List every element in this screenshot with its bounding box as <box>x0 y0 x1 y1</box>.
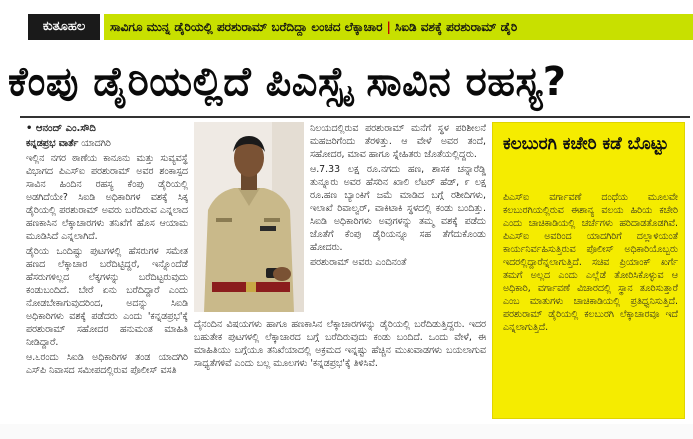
headline-rule <box>20 116 690 118</box>
officer-photo-graphic <box>194 122 304 312</box>
kicker-tag: ಕುತೂಹಲ <box>28 14 100 40</box>
dateline: ಕನ್ನಡಪ್ರಭ ವಾರ್ತೆ <box>26 138 79 149</box>
page-bottom-edge <box>0 424 693 439</box>
article-paragraph: ಆ.7.33 ಲಕ್ಷ ರೂ.ನಗದು ಹಣ, ಶಾಸಕ ಚನ್ನಾರೆಡ್ಡಿ ತುನ್ನೂರು ಅವರ ಹೆಸರಿನ ಖಾಲಿ ಲೆಟರ್ ಹೆಡ್, ೯ ಲಕ್ಷ ರೂ.ಹಣ ಬ್ಯಾಂಕಿಗೆ ಜಮೆ ಮಾಡಿದ ಬಗ್ಗೆ ರಶೀದಿಗಳು, ಇಲಾಖೆ ರಿವಾಲ್ವರ್, ವಾಕಿಟಾಕಿ ಸ್ಥಳದಲ್ಲಿ ಕಂಡು ಬಂದಿತ್ತು. ಸಿಐಡಿ ಅಧಿಕಾರಿಗಳು ಅವುಗಳನ್ನು ತಮ್ಮ ವಶಕ್ಕೆ ಪಡೆದು ಜೊತೆಗೆ ಕೆಂಪು ಡೈರಿಯನ್ನೂ ಸಹ ತೆಗೆದುಕೊಂಡು ಹೋದರು. <box>310 164 486 253</box>
article-paragraph: ನಿಲಯದಲ್ಲಿರುವ ಪರಶುರಾಮ್ ಮನೆಗೆ ಸ್ಥಳ ಪರಿಶೀಲನೆ ಮಹಜರಿಗೆಂದು ತೆರಳಿತ್ತು. ಆ ವೇಳೆ ಅವರ ತಂದೆ, ಸಹೋದರ, ಮಾವ ಹಾಗೂ ಸ್ನೇಹಿತರು ಜೊತೆಯಲ್ಲಿದ್ದರು. <box>310 123 486 160</box>
article-column-2-bottom <box>194 318 486 422</box>
article-paragraph: ಆ.೬ರಂದು ಸಿಐಡಿ ಅಧಿಕಾರಿಗಳ ತಂಡ ಯಾದಗಿರಿ ಎಸ್‌ಪಿ ನಿವಾಸದ ಸಮೀಪದಲ್ಲಿರುವ ಪೊಲೀಸ್ ವಸತಿ <box>26 352 188 376</box>
dateline-place: ಯಾದಗಿರಿ <box>81 138 111 149</box>
article-paragraph: ಡೈರಿಯ ಒಂದಿಷ್ಟು ಪುಟಗಳಲ್ಲಿ ಹೆಸರುಗಳ ಸಮೇತ ಹಣದ ಲೆಕ್ಕಾಚಾರ ಬರೆದಿಟ್ಟಿದ್ದರೆ, ಇನ್ನೊಂದೆಡೆ ಹೆಸರುಗಳಿಲ್ಲದ ಲೆಕ್ಕಗಳನ್ನು ಬರೆದಿಟ್ಟರುವುದು ಕಂಡುಬಂದಿದೆ. ಬೇರೆ ಏನು ಬರೆದಿದ್ದಾರೆ ಎಂದು ನೋಡಬೇಕಾಗುವುದರಿಂದ, ಅದನ್ನು ಸಿಐಡಿ ಅಧಿಕಾರಿಗಳು ವಶಕ್ಕೆ ಪಡೆದರು ಎಂದು 'ಕನ್ನಡಪ್ರಭ'ಕ್ಕೆ ಪರಶುರಾಮ್ ಸಹೋದರ ಹನುಮಂತ ಮಾಹಿತಿ ನೀಡಿದ್ದಾರೆ. <box>26 246 188 348</box>
sidebar-title: ಕಲಬುರಗಿ ಕಚೇರಿ ಕಡೆ ಬೊಟ್ಟು <box>503 134 669 154</box>
kicker-text-1: ಸಾವಿಗೂ ಮುನ್ನ ಡೈರಿಯಲ್ಲಿ ಪರಶುರಾಮ್ ಬರೆದಿದ್ದಾ ಲಂಚದ ಲೆಕ್ಕಾಚಾರ <box>110 20 383 34</box>
headline: ಕೆಂಪು ಡೈರಿಯಲ್ಲಿದೆ ಪಿಎಸ್ಸೈ ಸಾವಿನ ರಹಸ್ಯ? <box>8 59 567 105</box>
kicker-band <box>104 14 693 40</box>
officer-photo <box>194 122 304 312</box>
kicker-bar <box>0 0 693 50</box>
sidebar-box <box>492 122 685 419</box>
dateline-para <box>26 137 188 150</box>
article-paragraph: ಪರಶುರಾಮ್ ಅವರು ಎಂದಿನಂತೆ <box>310 257 407 268</box>
byline: • ಆನಂದ್ ಎಂ.ಸೌದಿ <box>26 123 96 134</box>
article-column-2-top <box>310 122 486 292</box>
sidebar-body: ಪಿಎಸ್ಐ ವರ್ಗಾವಣೆ ದಂಧೆಯ ಮೂಲವೇ ಕಲಬುರಗಿಯಲ್ಲಿರುವ ಈಶಾನ್ಯ ವಲಯ ಹಿರಿಯ ಕಚೇರಿ ಎಂದು ಚಾಚಿಕಾಡಿಯಲ್ಲಿ ಚರ್ಚೆಗಳು ಹರಿದಾಡತೊಡಗಿವೆ. ಪಿಎಸ್ಐ ಅವರಿಂದ ಯಾದಗಿರಿಗೆ ದಲ್ಲಾಳಿಯಂತೆ ಕಾರ್ಯನಿರ್ವಹಿಸುತ್ತಿರುವ ಪೊಲೀಸ್ ಅಧಿಕಾರಿಯೊಬ್ಬರು ಇದರಲ್ಲಿದ್ದಾರೆನ್ನಲಾಗುತ್ತಿದೆ. ಸಚಿವ ಪ್ರಿಯಾಂಕ್ ಖರ್ಗೆ ತಮಗೆ ಅಲ್ಲದ ಎಂದು ಎಲ್ಲೆಡೆ ತೋರಿಸಿಕೊಳ್ಳುವ ಆ ಅಧಿಕಾರಿ, ವರ್ಗಾವಣೆ ವಿಚಾರದಲ್ಲಿ ಸ್ಥಾನ ತೂರಿಸುತ್ತಾರೆ ಎಂಬ ಮಾತುಗಳು ಚಾಚಿಕಾಡಿಯಲ್ಲಿ ಪ್ರತಿಧ್ವನಿಸುತ್ತಿದೆ. ಪರಶುರಾಮ್ ಡೈರಿಯಲ್ಲಿ ಕಲಬುರಗಿ ಲೆಕ್ಕಾಚಾರವೂ ಇದೆ ಎನ್ನಲಾಗುತ್ತಿದೆ. <box>503 192 678 333</box>
article-paragraph: ಇಲ್ಲಿನ ನಗರ ಠಾಣೆಯ ಕಾನೂನು ಮತ್ತು ಸುವ್ಯವಸ್ಥೆ ವಿಭಾಗದ ಪಿಎಸ್ಐ ಪರಶುರಾಮ್ ಅವರ ಶಂಕಾಸ್ಪದ ಸಾವಿನ ಹಿಂದಿನ ರಹಸ್ಯ ಕೆಂಪು ಡೈರಿಯಲ್ಲಿ ಅಡಗಿದೆಯೇ? ಸಿಐಡಿ ಅಧಿಕಾರಿಗಳ ವಶಕ್ಕೆ ಸಿಕ್ಕ ಡೈರಿಯಲ್ಲಿ ಪರಶುರಾಮ್ ಅವರು ಬರೆದಿರುವ ಎನ್ನಲಾದ ಹಣಕಾಸಿನ ಲೆಕ್ಕಾಚಾರಗಳು ತನಿಖೆಗೆ ಹೊಸ ಆಯಾಮ ಮೂಡಿಸಿದೆ ಎನ್ನಲಾಗಿದೆ. <box>26 153 188 242</box>
kicker-separator: | <box>386 20 391 34</box>
kicker-text-2: ಸಿಐಡಿ ವಶಕ್ಕೆ ಪರಶುರಾಮ್ ಡೈರಿ <box>394 20 518 34</box>
article-column-1 <box>26 122 188 420</box>
article-paragraph: ದೈನಂದಿನ ವಿಷಯಗಳು ಹಾಗೂ ಹಣಕಾಸಿನ ಲೆಕ್ಕಾಚಾರಗಳನ್ನು ಡೈರಿಯಲ್ಲಿ ಬರೆದಿಡುತ್ತಿದ್ದರು. ಇದರ ಬಹುತೇಕ ಪುಟಗಳಲ್ಲಿ ಲೆಕ್ಕಾಚಾರದ ಬಗ್ಗೆ ಬರೆದಿರುವುದು ಕಂಡು ಬಂದಿದೆ. ಒಂದು ವೇಳೆ, ಈ ಮಾಹಿತಿಯು ಬಗ್ಗೆಯೂ ತನಿಖೆಯಾದಲ್ಲಿ ಅಕ್ರಮದ ಇನ್ನಷ್ಟು ಹೆಚ್ಚಿನ ಮುಖವಾಡಗಳು ಬಯಲಾಗುವ ಸಾಧ್ಯತೆಗಳಿವೆ ಎಂದು ಬಲ್ಲ ಮೂಲಗಳು 'ಕನ್ನಡಪ್ರಭ'ಕ್ಕೆ ತಿಳಿಸಿವೆ. <box>194 319 486 369</box>
